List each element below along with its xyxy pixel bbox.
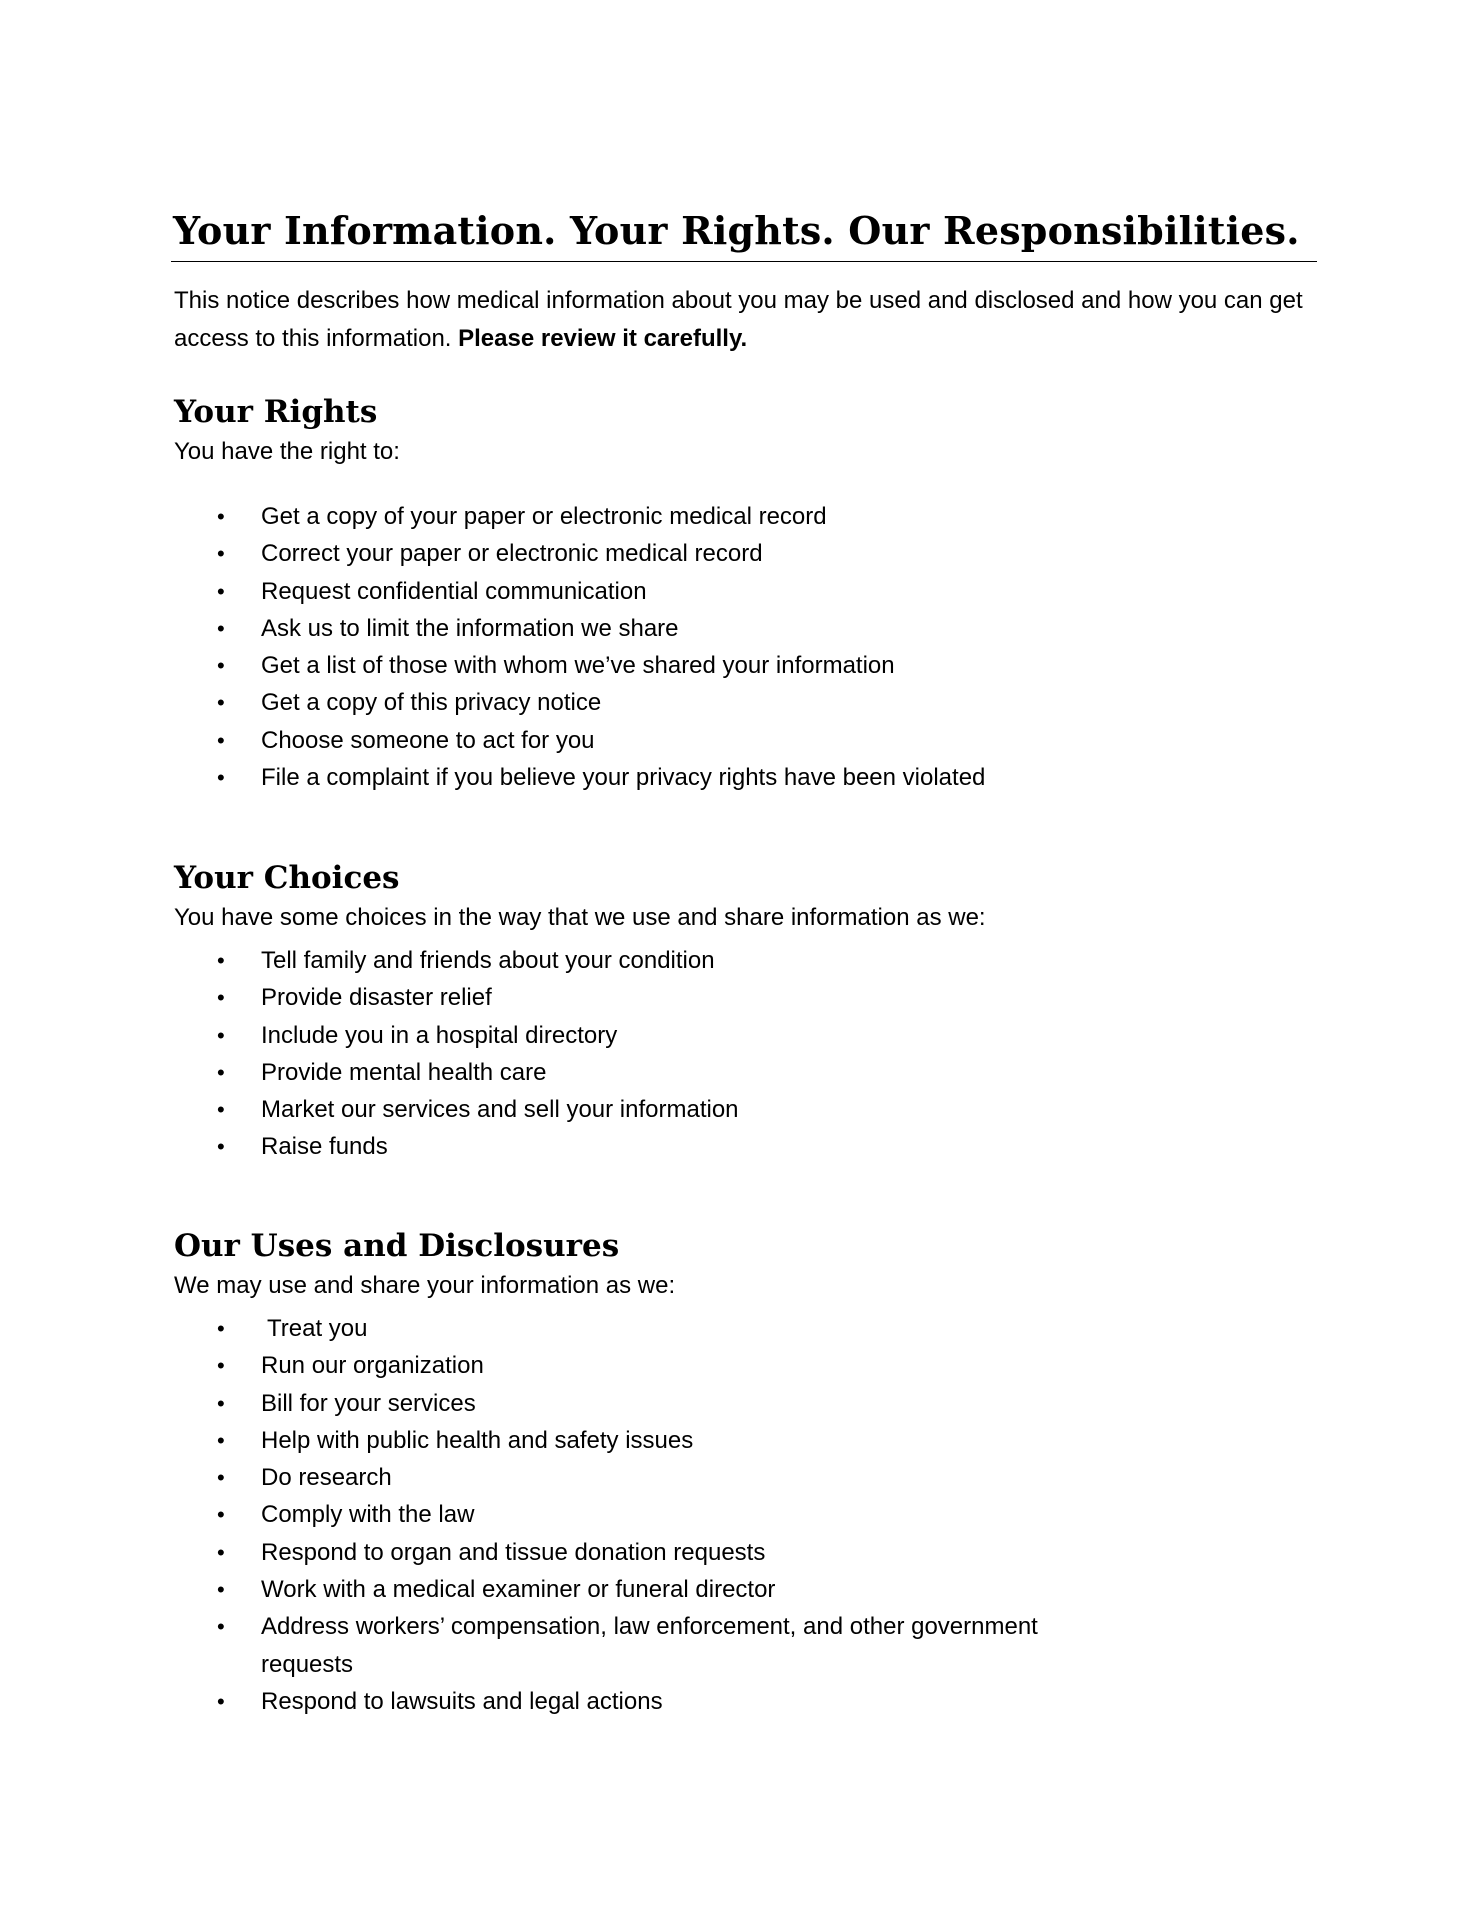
uses-lead: We may use and share your information as we: [174, 1272, 676, 1299]
rights-heading: Your Rights [174, 394, 378, 430]
bullet-icon: • [217, 541, 225, 567]
list-item [0, 1571, 1101, 1608]
list-item [0, 1496, 1101, 1533]
list-item-text: Market our services and sell your information [261, 1096, 739, 1124]
list-item-text: Help with public health and safety issues [261, 1426, 694, 1454]
list-item [0, 1310, 1101, 1347]
bullet-icon: • [217, 985, 225, 1011]
list-item-text: Request confidential communication [261, 577, 647, 605]
bullet-icon: • [217, 615, 225, 641]
list-item-text: Provide disaster relief [261, 984, 492, 1012]
list-item-text: Get a list of those with whom we’ve shared your information [261, 652, 895, 680]
list-item [0, 1459, 1101, 1496]
list-item-text: Comply with the law [261, 1501, 475, 1529]
bullet-icon: • [217, 727, 225, 753]
title-divider [171, 261, 1317, 262]
bullet-icon: • [217, 690, 225, 716]
list-item [0, 498, 1101, 535]
list-item [0, 1422, 1101, 1459]
choices-list [0, 942, 1484, 1166]
bullet-icon: • [217, 653, 225, 679]
list-item [0, 1054, 1101, 1091]
intro-text: This notice describes how medical information about you may be used and disclosed and how you can get access to this information. [174, 287, 1303, 352]
rights-lead: You have the right to: [174, 438, 400, 465]
list-item [0, 1385, 1101, 1422]
list-item-text: Correct your paper or electronic medical record [261, 540, 763, 568]
bullet-icon: • [217, 1022, 225, 1048]
rights-list [0, 498, 1484, 796]
bullet-icon: • [217, 1688, 225, 1714]
list-item-text: File a complaint if you believe your privacy rights have been violated [261, 764, 986, 792]
uses-heading: Our Uses and Disclosures [174, 1228, 620, 1264]
list-item-text: Bill for your services [261, 1389, 476, 1417]
bullet-icon: • [217, 1134, 225, 1160]
intro-emphasis: Please review it carefully. [458, 325, 748, 352]
list-item-text: Get a copy of this privacy notice [261, 689, 602, 717]
list-item-text: Choose someone to act for you [261, 726, 595, 754]
choices-heading: Your Choices [174, 860, 400, 896]
list-item-text: Tell family and friends about your condition [261, 947, 715, 974]
list-item [0, 759, 1101, 796]
intro-paragraph [174, 282, 1324, 358]
list-item [0, 610, 1101, 647]
bullet-icon: • [217, 1614, 225, 1640]
list-item [0, 684, 1101, 721]
list-item [0, 1534, 1101, 1571]
bullet-icon: • [217, 1502, 225, 1528]
bullet-icon: • [217, 948, 225, 973]
bullet-icon: • [217, 1465, 225, 1491]
list-item-text: Raise funds [261, 1133, 388, 1161]
bullet-icon: • [217, 504, 225, 529]
bullet-icon: • [217, 1353, 225, 1379]
list-item [0, 1017, 1101, 1054]
bullet-icon: • [217, 1390, 225, 1416]
list-item-text: Treat you [267, 1315, 368, 1342]
list-item-text: Run our organization [261, 1352, 484, 1380]
list-item [0, 1347, 1101, 1384]
list-item [0, 647, 1101, 684]
bullet-icon: • [217, 1427, 225, 1453]
list-item-text: Ask us to limit the information we share [261, 614, 679, 642]
list-item [0, 722, 1101, 759]
bullet-icon: • [217, 1577, 225, 1603]
list-item-text: Do research [261, 1464, 392, 1492]
choices-lead: You have some choices in the way that we use and share information as we: [174, 904, 986, 931]
bullet-icon: • [217, 578, 225, 604]
bullet-icon: • [217, 1316, 225, 1341]
list-item-text: Include you in a hospital directory [261, 1021, 618, 1049]
list-item [0, 1128, 1101, 1165]
list-item [0, 1091, 1101, 1128]
list-item [0, 1683, 1101, 1720]
bullet-icon: • [217, 1097, 225, 1123]
bullet-icon: • [217, 765, 225, 791]
list-item-text: Address workers’ compensation, law enforcement, and other government requests [261, 1613, 1038, 1678]
bullet-icon: • [217, 1539, 225, 1565]
list-item-text: Respond to lawsuits and legal actions [261, 1687, 663, 1715]
list-item-text: Get a copy of your paper or electronic medical record [261, 503, 827, 530]
list-item [0, 942, 1101, 979]
list-item-text: Respond to organ and tissue donation requests [261, 1538, 766, 1566]
list-item-text: Work with a medical examiner or funeral director [261, 1576, 776, 1604]
list-item [0, 535, 1101, 572]
list-item [0, 1608, 1101, 1683]
list-item [0, 979, 1101, 1016]
list-item [0, 573, 1101, 610]
page-title: Your Information. Your Rights. Our Responsibilities. [173, 208, 1300, 253]
uses-list [0, 1310, 1484, 1720]
list-item-text: Provide mental health care [261, 1058, 547, 1086]
bullet-icon: • [217, 1059, 225, 1085]
